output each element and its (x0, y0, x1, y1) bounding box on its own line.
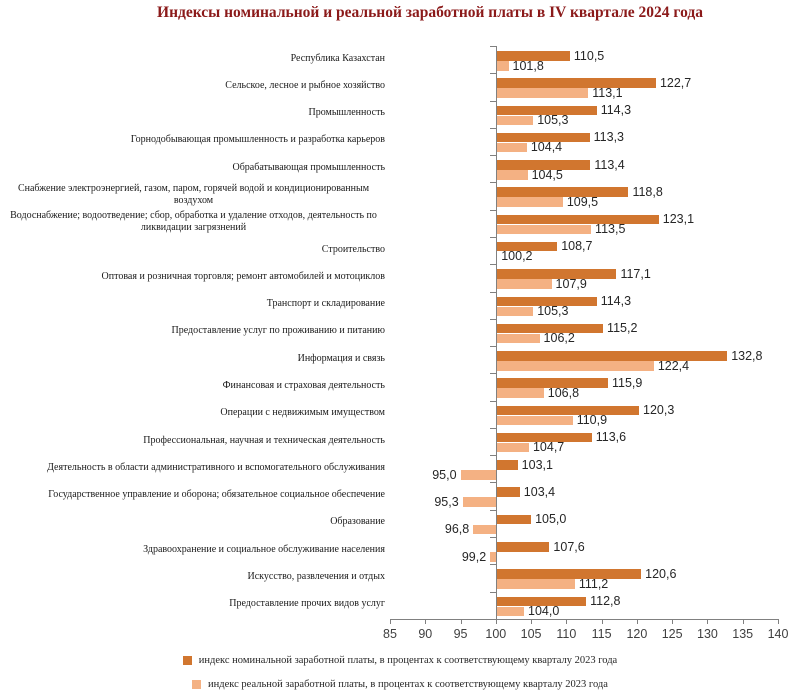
category-label (0, 454, 385, 481)
value-axis-tick-label: 85 (383, 627, 397, 641)
legend-label: индекс реальной заработной платы, в процентах к соответствующему кварталу 2023 года (208, 678, 608, 690)
legend-label: индекс номинальной заработной платы, в процентах к соответствующему кварталу 2023 года (198, 654, 618, 666)
value-label-real: 122,4 (657, 358, 690, 373)
value-axis-tick-label: 90 (418, 627, 433, 641)
value-label-nominal: 107,6 (553, 539, 585, 554)
value-label-real: 95,3 (434, 494, 459, 509)
value-label-nominal: 105,0 (535, 512, 567, 527)
category-axis-line (496, 46, 497, 619)
category-label (0, 72, 385, 99)
value-axis-tick-label: 140 (767, 627, 789, 641)
value-label-real: 105,3 (537, 113, 569, 128)
value-label-nominal: 117,1 (620, 266, 651, 281)
category-label-text: Сельское, лесное и рыбное хозяйство (225, 79, 385, 91)
value-axis-tick (637, 619, 638, 624)
value-axis-tick (672, 619, 673, 624)
value-label-real: 104,7 (532, 440, 565, 455)
bar-nominal (496, 78, 656, 88)
category-label (0, 236, 385, 263)
bar-nominal (496, 515, 531, 525)
value-label-real: 111,2 (578, 576, 609, 591)
category-label (0, 291, 385, 318)
value-axis-tick-label: 125 (661, 627, 683, 641)
value-axis-tick-label: 130 (697, 627, 718, 641)
legend-item-nominal (0, 648, 800, 672)
value-axis-tick-label: 135 (732, 627, 754, 641)
bar-real (496, 579, 575, 589)
value-label-real: 99,2 (461, 549, 487, 564)
category-label-text: Здравоохранение и социальное обслуживание населения (143, 543, 385, 555)
legend-item-real (0, 672, 800, 696)
category-label-text: Республика Казахстан (290, 52, 385, 64)
value-label-nominal: 113,3 (593, 130, 624, 145)
bar-real (496, 388, 544, 398)
category-label-text: Образование (330, 516, 385, 528)
category-label (0, 263, 385, 290)
value-label-nominal: 114,3 (600, 294, 632, 309)
category-label-text: Финансовая и страховая деятельность (222, 379, 385, 391)
value-axis-line (390, 619, 779, 620)
value-label-real: 101,8 (512, 58, 544, 73)
legend-marker-real (192, 680, 201, 689)
category-label (0, 318, 385, 345)
value-label-real: 113,5 (595, 222, 626, 237)
value-label-nominal: 108,7 (561, 239, 593, 254)
bar-real (496, 88, 588, 98)
value-label-real: 106,2 (543, 331, 575, 346)
category-label (0, 591, 385, 618)
value-axis-tick (531, 619, 532, 624)
category-label (0, 127, 385, 154)
bar-nominal (496, 215, 659, 225)
category-label-text: Профессиональная, научная и техническая деятельность (143, 434, 385, 446)
value-label-nominal: 120,3 (643, 403, 675, 418)
chart-title: Индексы номинальной и реальной заработной платы в IV квартале 2024 года (157, 4, 703, 21)
bar-real (461, 470, 496, 480)
chart-legend (0, 648, 800, 696)
category-label-text: Предоставление прочих видов услуг (229, 598, 385, 610)
category-label (0, 400, 385, 427)
bar-nominal (496, 569, 641, 579)
value-label-real: 105,3 (537, 304, 569, 319)
category-label (0, 509, 385, 536)
bar-real (496, 61, 509, 71)
category-label-text: Горнодобывающая промышленность и разработка карьеров (130, 134, 385, 146)
bar-real (496, 334, 540, 344)
category-label (0, 345, 385, 372)
value-axis-tick (461, 619, 462, 624)
value-label-nominal: 103,4 (523, 484, 556, 499)
bar-nominal (496, 487, 520, 497)
category-label (0, 154, 385, 181)
bar-nominal (496, 406, 639, 416)
value-label-nominal: 120,6 (645, 566, 677, 581)
category-label-text: Деятельность в области административного и вспомогательного обслуживания (47, 461, 385, 473)
category-label-text: Предоставление услуг по проживанию и питанию (171, 325, 385, 337)
value-axis-tick (602, 619, 603, 624)
bar-nominal (496, 460, 518, 470)
category-label-text: Водоснабжение; водоотведение; сбор, обработка и удаление отходов, деятельность по ликвидации загрязнений (10, 210, 377, 234)
category-label-text: Строительство (321, 243, 385, 255)
category-label-text: Транспорт и складирование (266, 298, 385, 310)
value-axis-tick-label: 110 (556, 627, 577, 641)
value-label-real: 95,0 (432, 467, 457, 482)
value-axis-tick-label: 120 (626, 627, 648, 641)
value-axis-tick-label: 115 (591, 627, 612, 641)
value-label-nominal: 113,6 (595, 430, 627, 445)
value-label-real: 113,1 (592, 85, 623, 100)
category-label (0, 427, 385, 454)
bar-real (463, 497, 496, 507)
value-label-real: 106,8 (547, 385, 580, 400)
bar-real (496, 197, 563, 207)
category-label (0, 372, 385, 399)
value-label-nominal: 103,1 (521, 457, 553, 472)
value-label-real: 107,9 (555, 276, 587, 291)
bar-real (496, 143, 527, 153)
value-label-nominal: 122,7 (659, 75, 692, 90)
value-axis-tick (390, 619, 391, 624)
value-label-nominal: 113,4 (594, 157, 625, 172)
category-label-text: Промышленность (308, 107, 385, 119)
category-label (0, 100, 385, 127)
value-axis-tick-label: 100 (485, 627, 507, 641)
value-label-real: 104,4 (530, 140, 563, 155)
value-label-nominal: 110,5 (573, 48, 605, 63)
value-label-nominal: 132,8 (731, 348, 763, 363)
value-label-nominal: 118,8 (632, 184, 663, 199)
category-label (0, 563, 385, 590)
value-label-nominal: 114,3 (600, 103, 632, 118)
value-label-nominal: 123,1 (662, 212, 695, 227)
value-label-real: 104,0 (528, 604, 560, 619)
category-label (0, 536, 385, 563)
bar-nominal (496, 187, 629, 197)
bar-nominal (496, 542, 550, 552)
value-label-real: 100,2 (501, 249, 533, 264)
value-axis-tick (707, 619, 708, 624)
category-label (0, 181, 385, 208)
category-label-text: Искусство, развлечения и отдых (247, 570, 385, 582)
value-axis-tick-label: 95 (453, 627, 468, 641)
bar-real (473, 525, 496, 535)
legend-marker-nominal (183, 656, 192, 665)
value-axis-tick (496, 619, 497, 624)
category-label-text: Информация и связь (297, 352, 385, 364)
value-label-nominal: 115,9 (611, 375, 643, 390)
bar-real (496, 607, 524, 617)
bar-nominal (496, 351, 727, 361)
bar-real (496, 416, 573, 426)
bar-real (496, 443, 529, 453)
value-axis-tick (566, 619, 567, 624)
category-label-text: Обрабатывающая промышленность (232, 161, 385, 173)
value-axis-tick-label: 105 (520, 627, 542, 641)
category-label-text: Оптовая и розничная торговля; ремонт автомобилей и мотоциклов (101, 270, 385, 282)
category-label-text: Операции с недвижимым имуществом (220, 407, 385, 419)
bar-real (496, 116, 533, 126)
value-label-nominal: 112,8 (590, 594, 621, 609)
bar-real (496, 361, 654, 371)
value-label-nominal: 115,2 (607, 321, 638, 336)
bar-real (496, 170, 528, 180)
value-axis-tick (778, 619, 779, 624)
value-label-real: 109,5 (566, 194, 599, 209)
bar-real (496, 307, 533, 317)
category-label-text: Государственное управление и оборона; обязательное социальное обеспечение (48, 489, 385, 501)
value-label-real: 110,9 (576, 413, 608, 428)
bar-real (496, 279, 552, 289)
value-label-real: 104,5 (531, 167, 563, 182)
value-axis-tick (743, 619, 744, 624)
bar-real (496, 225, 591, 235)
category-label (0, 209, 385, 236)
category-label (0, 481, 385, 508)
category-label (0, 45, 385, 72)
value-axis-tick (425, 619, 426, 624)
category-label-text: Снабжение электроэнергией, газом, паром, горячей водой и кондиционированным воздухом (17, 183, 370, 207)
value-label-real: 96,8 (444, 522, 470, 537)
